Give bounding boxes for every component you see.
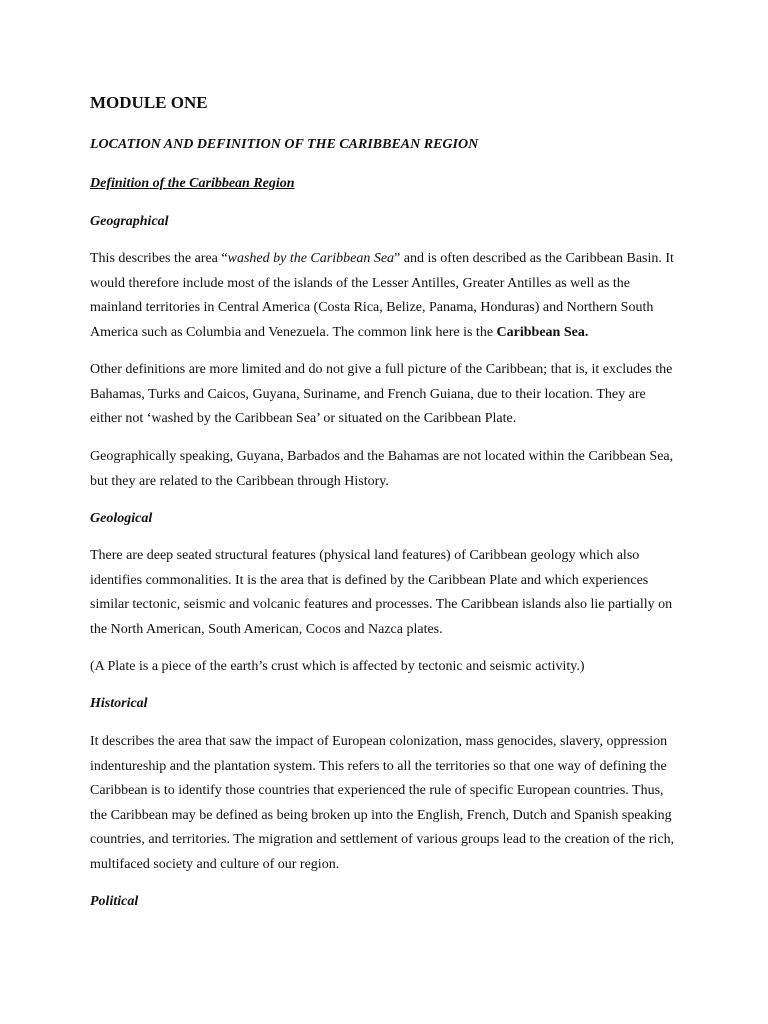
subsection-title: Definition of the Caribbean Region [90,176,295,191]
module-title: MODULE ONE [90,93,208,112]
geological-paragraph-2: (A Plate is a piece of the earth’s crust which is affected by tectonic and seismic activity.) [90,659,585,674]
heading-geographical: Geographical [90,214,169,229]
heading-geological: Geological [90,511,153,526]
geographical-p1-text-a: This describes the area “ [90,251,228,266]
heading-historical: Historical [90,696,148,711]
geographical-p1-italic-phrase: washed by the Caribbean Sea [227,251,395,266]
geographical-paragraph-3: Geographically speaking, Guyana, Barbados and the Bahamas are not located within the Caribbean Sea, but they are related to the Caribbean through History. [90,449,674,489]
heading-political: Political [90,894,139,909]
geographical-paragraph-1 [90,247,680,345]
historical-paragraph-1: It describes the area that saw the impact of European colonization, mass genocides, slavery, oppression indentureship and the plantation system. This refers to all the territories so that one way of defining the Caribbean is to identify those countries that experienced the rule of specific European countries. Thus, the Caribbean may be defined as being broken up into the English, French, Dutch and Spanish speaking countries, and territories. The migration and settlement of various groups lead to the creation of the rich, multifaced society and culture of our region. [90,734,675,872]
geographical-p1-text-b: ” and is often described as the Caribbean Basin. It would therefore include most of the islands of the Lesser Antilles, Greater Antilles as well as the mainland territories in Central America (Costa Rica, Belize, Panama, Honduras) and Northern South America such as Columbia and Venezuela. The common link here is the [90,251,674,340]
section-title: LOCATION AND DEFINITION OF THE CARIBBEAN REGION [90,137,479,152]
geological-paragraph-1: There are deep seated structural features (physical land features) of Caribbean geology which also identifies commonalities. It is the area that is defined by the Caribbean Plate and which experiences similar tectonic, seismic and volcanic features and processes. The Caribbean islands also lie partially on the North American, South American, Cocos and Nazca plates. [90,548,673,637]
geographical-p1-bold-phrase: Caribbean Sea. [496,324,589,340]
geographical-paragraph-2: Other definitions are more limited and do not give a full picture of the Caribbean; that is, it excludes the Bahamas, Turks and Caicos, Guyana, Suriname, and French Guiana, due to their location. They are either not ‘washed by the Caribbean Sea’ or situated on the Caribbean Plate. [90,362,673,426]
